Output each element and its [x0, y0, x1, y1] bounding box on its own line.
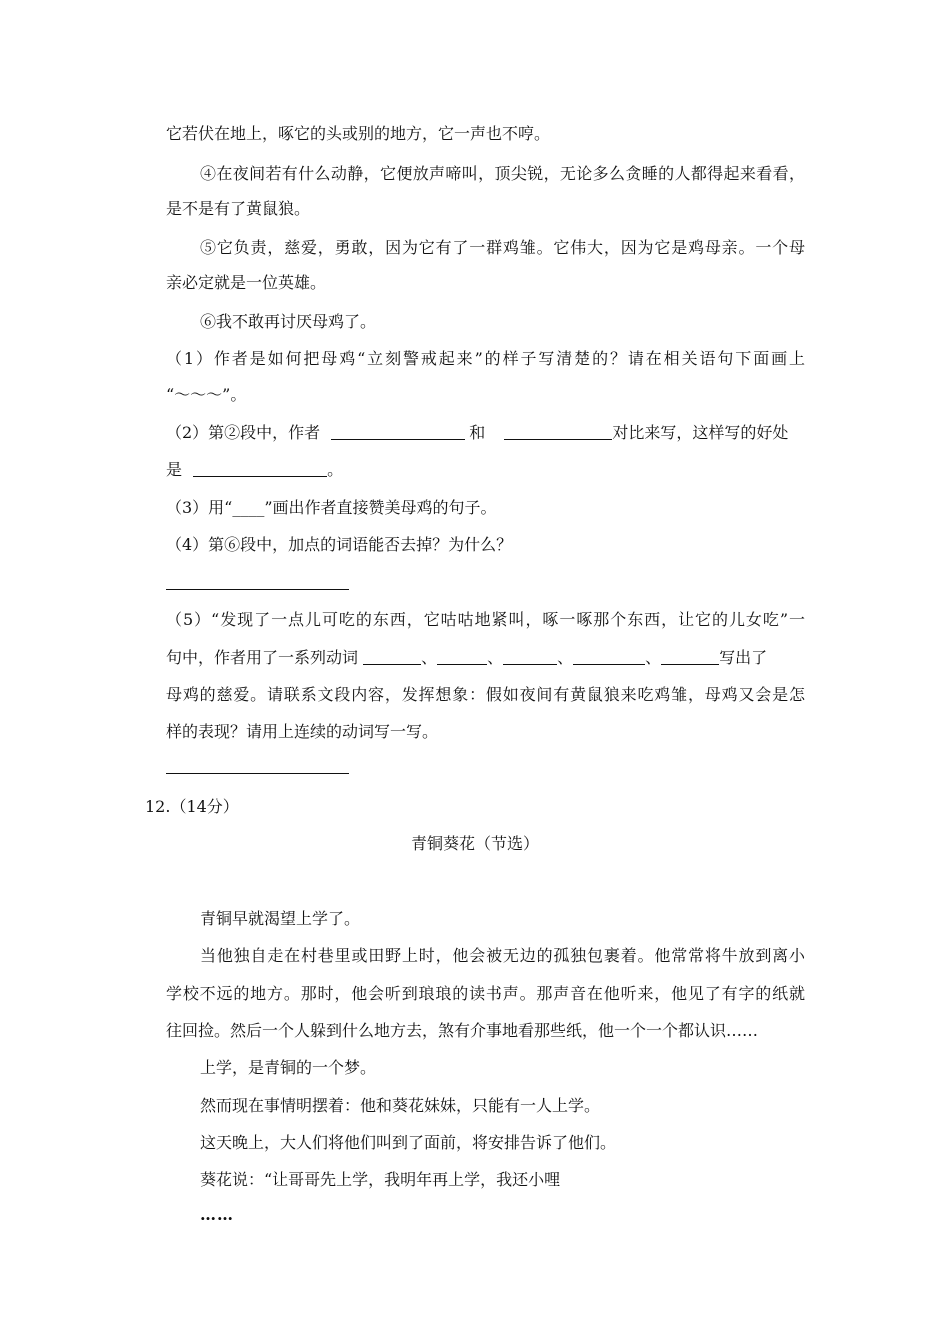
- separator: 、: [645, 648, 662, 667]
- question-2-prefix: （2）第②段中，作者: [166, 423, 321, 442]
- passage-line: 葵花说：“让哥哥先上学，我明年再上学，我还小哩: [200, 1170, 561, 1189]
- paragraph-4-line: 是不是有了黄鼠狼。: [166, 199, 311, 218]
- paragraph-5-line: ⑤它负责，慈爱，勇敢，因为它有了一群鸡雏。它伟大，因为它是鸡母亲。一个母: [200, 238, 805, 257]
- passage-line: 上学，是青铜的一个梦。: [200, 1058, 377, 1077]
- passage-line: 当他独自走在村巷里或田野上时，他会被无边的孤独包裹着。他常常将牛放到离小: [200, 946, 805, 965]
- separator: 、: [421, 648, 438, 667]
- answer-line[interactable]: [166, 589, 349, 590]
- question-2-line: [166, 460, 343, 480]
- separator: 、: [557, 648, 574, 667]
- answer-blank[interactable]: [503, 648, 557, 665]
- passage-title: 青铜葵花（节选）: [410, 834, 539, 853]
- separator: 、: [487, 648, 504, 667]
- question-2-b-prefix: 是: [166, 460, 183, 479]
- question-5-line: [166, 648, 767, 668]
- passage-line: 这天晚上，大人们将他们叫到了面前，将安排告诉了他们。: [200, 1133, 617, 1152]
- question-2-suffix: 对比来写，这样写的好处: [612, 423, 789, 442]
- passage-line: 学校不远的地方。那时，他会听到琅琅的读书声。那声音在他听来，他见了有字的纸就: [166, 984, 805, 1003]
- question-5-prefix: 句中，作者用了一系列动词: [166, 648, 359, 667]
- passage-line: 青铜早就渴望上学了。: [200, 909, 361, 928]
- paragraph-5-line: 亲必定就是一位英雄。: [166, 273, 327, 292]
- answer-blank[interactable]: [661, 648, 719, 665]
- question-3: （3）用“____”画出作者直接赞美母鸡的句子。: [166, 498, 497, 517]
- passage-line: 然而现在事情明摆着：他和葵花妹妹，只能有一人上学。: [200, 1096, 601, 1115]
- passage-ellipsis: ……: [200, 1205, 234, 1224]
- question-5-line: （5）“发现了一点儿可吃的东西，它咕咕地紧叫，啄一啄那个东西，让它的儿女吃”一: [166, 610, 805, 629]
- answer-blank[interactable]: [193, 460, 327, 477]
- answer-blank[interactable]: [504, 423, 612, 440]
- question-1-line: （1）作者是如何把母鸡“立刻警戒起来”的样子写清楚的？请在相关语句下面画上: [166, 349, 805, 368]
- question-1-line: “～～～”。: [166, 385, 247, 404]
- answer-blank[interactable]: [363, 648, 421, 665]
- question-number: 12.（14分）: [145, 797, 239, 816]
- question-5-line: 母鸡的慈爱。请联系文段内容，发挥想象：假如夜间有黄鼠狼来吃鸡雏，母鸡又会是怎: [166, 685, 805, 704]
- answer-line[interactable]: [166, 773, 349, 774]
- paragraph-4-line: ④在夜间若有什么动静，它便放声啼叫，顶尖锐，无论多么贪睡的人都得起来看看，: [200, 164, 805, 183]
- question-2-b-suffix: 。: [327, 460, 344, 479]
- answer-blank[interactable]: [331, 423, 465, 440]
- passage-line: 往回捡。然后一个人躲到什么地方去，煞有介事地看那些纸，他一个一个都认识……: [166, 1021, 759, 1040]
- question-5-line: 样的表现？请用上连续的动词写一写。: [166, 722, 439, 741]
- paragraph-line: 它若伏在地上，啄它的头或别的地方，它一声也不哼。: [166, 124, 551, 143]
- question-2-line: [166, 423, 788, 443]
- paragraph-6: ⑥我不敢再讨厌母鸡了。: [200, 312, 377, 331]
- question-5-suffix: 写出了: [719, 648, 768, 667]
- question-4: （4）第⑥段中，加点的词语能否去掉？为什么？: [166, 535, 513, 554]
- question-2-and: 和: [469, 423, 486, 442]
- answer-blank[interactable]: [573, 648, 645, 665]
- answer-blank[interactable]: [437, 648, 487, 665]
